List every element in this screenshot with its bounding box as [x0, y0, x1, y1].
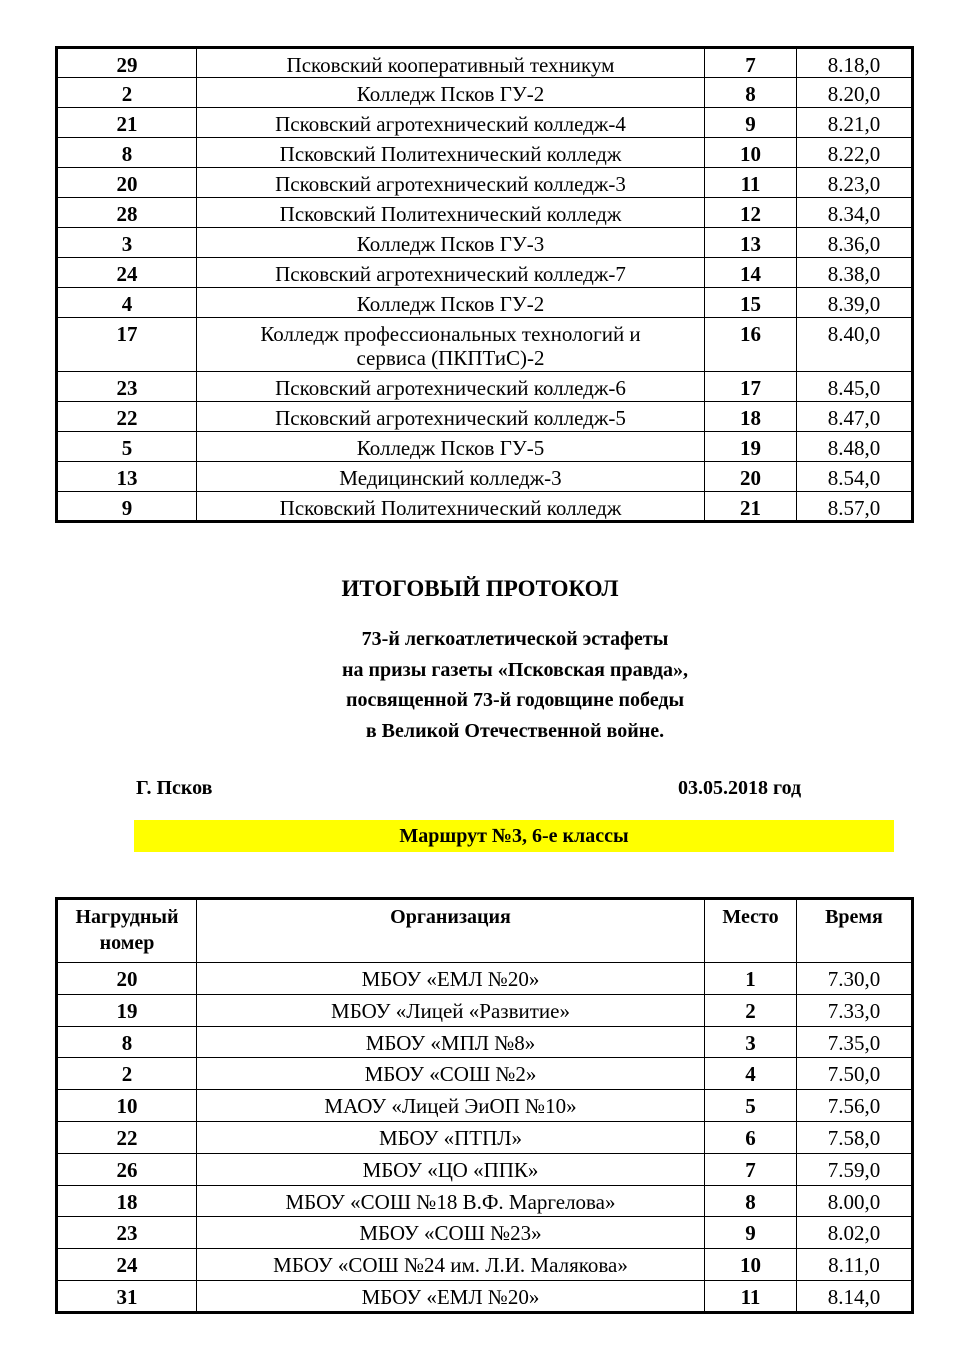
place: 21 [705, 492, 797, 522]
table-row [57, 492, 913, 522]
table-row [57, 318, 913, 372]
bib-number: 5 [57, 432, 197, 462]
time: 8.47,0 [797, 402, 913, 432]
city: Г. Псков [136, 777, 213, 799]
column-header-place: Место [705, 899, 797, 963]
place: 7 [705, 1153, 797, 1185]
time: 8.21,0 [797, 108, 913, 138]
bib-number: 31 [57, 1280, 197, 1312]
time: 7.50,0 [797, 1058, 913, 1090]
place: 5 [705, 1090, 797, 1122]
table-header-row [57, 899, 913, 963]
organization: МБОУ «ПТПЛ» [197, 1121, 705, 1153]
bib-number: 8 [57, 138, 197, 168]
bib-number: 20 [57, 963, 197, 995]
table-row [57, 108, 913, 138]
organization: МБОУ «СОШ №23» [197, 1217, 705, 1249]
table-row [57, 138, 913, 168]
table-row [57, 288, 913, 318]
organization: Колледж Псков ГУ-3 [197, 228, 705, 258]
table-row [57, 1121, 913, 1153]
event-description-line: посвященной 73-й годовщине победы [345, 689, 685, 711]
bib-number: 3 [57, 228, 197, 258]
place: 4 [705, 1058, 797, 1090]
place: 3 [705, 1026, 797, 1058]
table-row [57, 963, 913, 995]
table-row [57, 1217, 913, 1249]
event-description-line: 73-й легкоатлетической эстафеты [361, 628, 669, 650]
bib-number: 26 [57, 1153, 197, 1185]
time: 8.14,0 [797, 1280, 913, 1312]
place: 19 [705, 432, 797, 462]
organization [197, 318, 705, 372]
organization: МБОУ «СОШ №2» [197, 1058, 705, 1090]
time: 7.30,0 [797, 963, 913, 995]
time: 8.57,0 [797, 492, 913, 522]
time: 8.38,0 [797, 258, 913, 288]
table-row [57, 48, 913, 78]
column-header-organization: Организация [197, 899, 705, 963]
time: 8.18,0 [797, 48, 913, 78]
organization: Колледж Псков ГУ-5 [197, 432, 705, 462]
organization: Псковский Политехнический колледж [197, 492, 705, 522]
bib-number: 17 [57, 318, 197, 372]
time: 7.58,0 [797, 1121, 913, 1153]
place: 1 [705, 963, 797, 995]
bib-number: 2 [57, 1058, 197, 1090]
page-title: ИТОГОВЫЙ ПРОТОКОЛ [341, 576, 619, 601]
place: 14 [705, 258, 797, 288]
place: 12 [705, 198, 797, 228]
organization: МБОУ «МПЛ №8» [197, 1026, 705, 1058]
place: 11 [705, 168, 797, 198]
time: 7.56,0 [797, 1090, 913, 1122]
bib-number: 9 [57, 492, 197, 522]
place: 9 [705, 108, 797, 138]
organization: Псковский агротехнический колледж-6 [197, 372, 705, 402]
bib-number: 18 [57, 1185, 197, 1217]
organization: Колледж Псков ГУ-2 [197, 288, 705, 318]
table-row [57, 402, 913, 432]
place: 11 [705, 1280, 797, 1312]
time: 8.54,0 [797, 462, 913, 492]
column-header-bib-line: Нагрудный [75, 906, 179, 928]
organization: Псковский Политехнический колледж [197, 138, 705, 168]
bib-number: 10 [57, 1090, 197, 1122]
organization: МБОУ «СОШ №18 В.Ф. Маргелова» [197, 1185, 705, 1217]
organization: МБОУ «Лицей «Развитие» [197, 994, 705, 1026]
results-table-top [55, 46, 914, 523]
time: 8.45,0 [797, 372, 913, 402]
bib-number: 22 [57, 402, 197, 432]
column-header-bib [57, 899, 197, 963]
place: 10 [705, 1249, 797, 1281]
bib-number: 22 [57, 1121, 197, 1153]
table-row [57, 198, 913, 228]
time: 7.59,0 [797, 1153, 913, 1185]
organization-line: сервиса (ПКПТиС)-2 [356, 346, 545, 370]
table-row [57, 228, 913, 258]
place: 16 [705, 318, 797, 372]
table-row [57, 1058, 913, 1090]
place: 6 [705, 1121, 797, 1153]
time: 7.35,0 [797, 1026, 913, 1058]
place: 10 [705, 138, 797, 168]
event-description-line: на призы газеты «Псковская правда», [341, 658, 688, 681]
time: 8.48,0 [797, 432, 913, 462]
organization: МАОУ «Лицей ЭиОП №10» [197, 1090, 705, 1122]
event-description-line: в Великой Отечественной войне. [365, 719, 665, 742]
organization: Псковский Политехнический колледж [197, 198, 705, 228]
time: 8.39,0 [797, 288, 913, 318]
place: 18 [705, 402, 797, 432]
column-header-time: Время [797, 899, 913, 963]
table-row [57, 1280, 913, 1312]
organization: Колледж Псков ГУ-2 [197, 78, 705, 108]
bib-number: 4 [57, 288, 197, 318]
time: 8.23,0 [797, 168, 913, 198]
organization: МБОУ «СОШ №24 им. Л.И. Малякова» [197, 1249, 705, 1281]
time: 8.20,0 [797, 78, 913, 108]
table-row [57, 168, 913, 198]
place: 8 [705, 1185, 797, 1217]
bib-number: 19 [57, 994, 197, 1026]
organization: МБОУ «ЦО «ППК» [197, 1153, 705, 1185]
table-row [57, 462, 913, 492]
bib-number: 20 [57, 168, 197, 198]
bib-number: 29 [57, 48, 197, 78]
organization: Псковский агротехнический колледж-4 [197, 108, 705, 138]
results-table-bottom [55, 897, 914, 1314]
bib-number: 13 [57, 462, 197, 492]
table-row [57, 1026, 913, 1058]
place: 2 [705, 994, 797, 1026]
bib-number: 24 [57, 258, 197, 288]
organization: МБОУ «ЕМЛ №20» [197, 963, 705, 995]
event-date: 03.05.2018 год [678, 777, 802, 799]
table-row [57, 1185, 913, 1217]
bib-number: 24 [57, 1249, 197, 1281]
time: 8.36,0 [797, 228, 913, 258]
bib-number: 21 [57, 108, 197, 138]
table-row [57, 1153, 913, 1185]
time: 8.40,0 [797, 318, 913, 372]
time: 7.33,0 [797, 994, 913, 1026]
place: 13 [705, 228, 797, 258]
event-description [0, 624, 960, 746]
place: 20 [705, 462, 797, 492]
table-row [57, 372, 913, 402]
table-row [57, 258, 913, 288]
organization: Медицинский колледж-3 [197, 462, 705, 492]
time: 8.00,0 [797, 1185, 913, 1217]
table-row [57, 78, 913, 108]
place: 8 [705, 78, 797, 108]
organization: Псковский агротехнический колледж-5 [197, 402, 705, 432]
bib-number: 2 [57, 78, 197, 108]
route-banner: Маршрут №3, 6-е классы [134, 820, 894, 852]
table-row [57, 1090, 913, 1122]
table-row [57, 1249, 913, 1281]
place: 7 [705, 48, 797, 78]
place: 17 [705, 372, 797, 402]
bib-number: 8 [57, 1026, 197, 1058]
column-header-bib-line: номер [99, 932, 155, 954]
time: 8.02,0 [797, 1217, 913, 1249]
organization: МБОУ «ЕМЛ №20» [197, 1280, 705, 1312]
organization: Псковский кооперативный техникум [197, 48, 705, 78]
organization-line: Колледж профессиональных технологий и [260, 322, 641, 346]
time: 8.34,0 [797, 198, 913, 228]
bib-number: 28 [57, 198, 197, 228]
time: 8.22,0 [797, 138, 913, 168]
time: 8.11,0 [797, 1249, 913, 1281]
place: 9 [705, 1217, 797, 1249]
organization: Псковский агротехнический колледж-3 [197, 168, 705, 198]
table-row [57, 432, 913, 462]
table-row [57, 994, 913, 1026]
bib-number: 23 [57, 1217, 197, 1249]
place: 15 [705, 288, 797, 318]
bib-number: 23 [57, 372, 197, 402]
organization: Псковский агротехнический колледж-7 [197, 258, 705, 288]
